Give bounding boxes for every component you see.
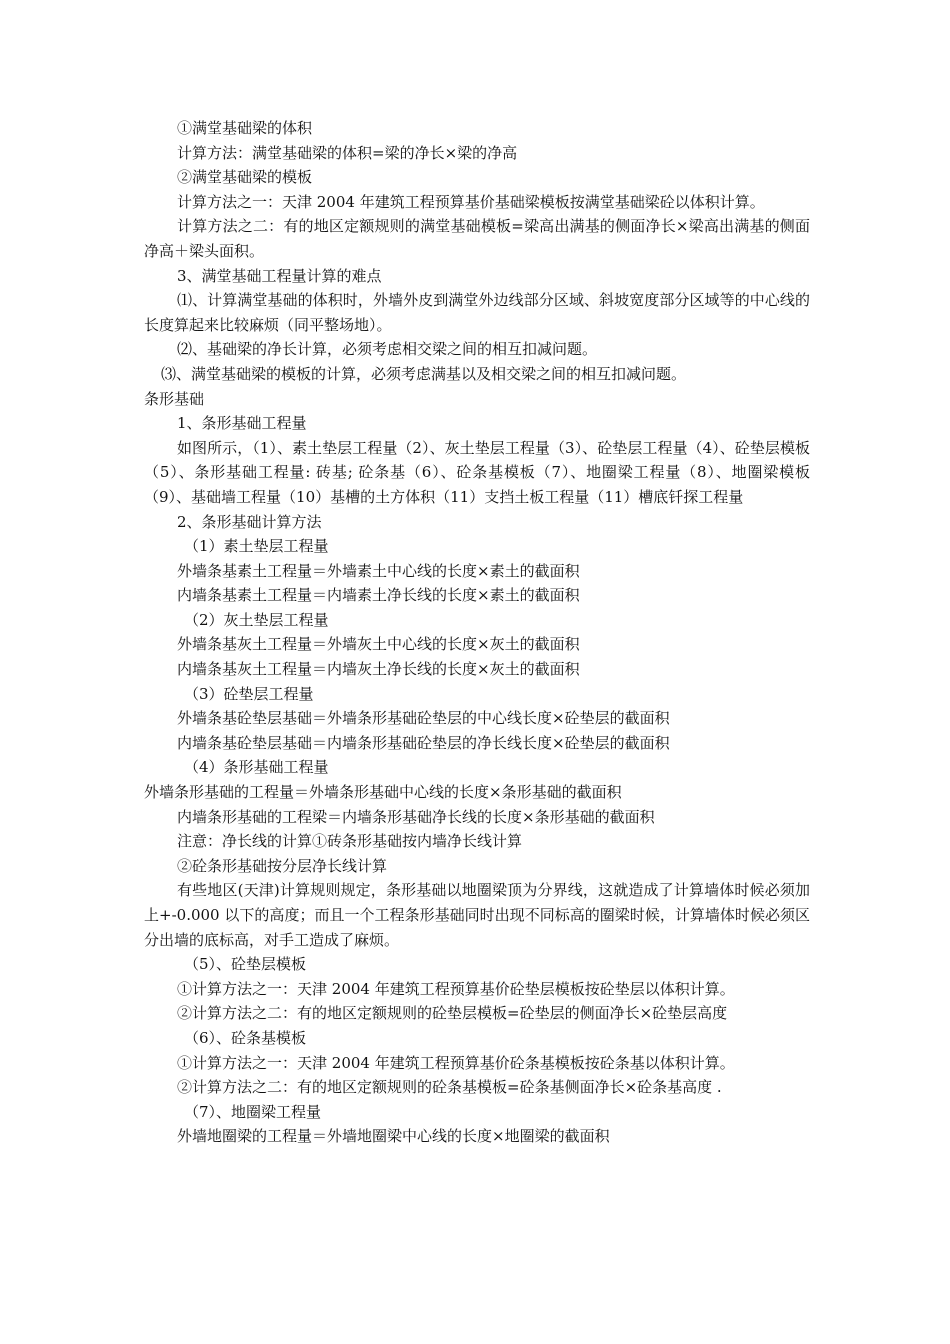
paragraph: 外墙地圈梁的工程量＝外墙地圈梁中心线的长度×地圈梁的截面积 xyxy=(177,1127,610,1146)
paragraph: 计算方法之一：天津 2004 年建筑工程预算基价基础梁模板按满堂基础梁砼以体积计算。 xyxy=(177,192,765,211)
paragraph: 外墙条基素土工程量＝外墙素土中心线的长度×素土的截面积 xyxy=(177,561,580,580)
paragraph: ①计算方法之一：天津 2004 年建筑工程预算基价砼条基模板按砼条基以体积计算。 xyxy=(177,1053,735,1072)
paragraph: 条形基础 xyxy=(144,389,205,408)
paragraph: （1）素土垫层工程量 xyxy=(184,537,329,556)
paragraph: 外墙条基灰土工程量＝外墙灰土中心线的长度×灰土的截面积 xyxy=(177,635,580,654)
paragraph: ②计算方法之二：有的地区定额规则的砼垫层模板=砼垫层的侧面净长×砼垫层高度 xyxy=(177,1004,728,1023)
paragraph: 外墙条形基础的工程量＝外墙条形基础中心线的长度×条形基础的截面积 xyxy=(144,783,622,802)
paragraph: ②计算方法之二：有的地区定额规则的砼条基模板=砼条基侧面净长×砼条基高度 . xyxy=(177,1078,722,1097)
paragraph: 有些地区(天津)计算规则规定，条形基础以地圈梁顶为分界线，这就造成了计算墙体时候必须加上+-0.000 以下的高度；而且一个工程条形基础同时出现不同标高的圈梁时候，计算墙体时候必须区分出墙的底标高，对手工造成了麻烦。 xyxy=(144,881,810,949)
paragraph: 3、满堂基础工程量计算的难点 xyxy=(177,266,382,285)
paragraph: （2）灰土垫层工程量 xyxy=(184,610,329,629)
paragraph: ⑵、基础梁的净长计算，必须考虑相交梁之间的相互扣减问题。 xyxy=(177,340,598,359)
paragraph: ②满堂基础梁的模板 xyxy=(177,168,313,187)
paragraph: ⑴、计算满堂基础的体积时，外墙外皮到满堂外边线部分区域、斜坡宽度部分区域等的中心线的长度算起来比较麻烦（同平整场地）。 xyxy=(144,291,810,334)
paragraph: 内墙条基灰土工程量＝内墙灰土净长线的长度×灰土的截面积 xyxy=(177,660,580,679)
paragraph: 注意：净长线的计算①砖条形基础按内墙净长线计算 xyxy=(177,832,523,851)
paragraph: 内墙条基素土工程量＝内墙素土净长线的长度×素土的截面积 xyxy=(177,586,580,605)
document-body xyxy=(144,116,810,1149)
paragraph: （5）、砼垫层模板 xyxy=(184,955,307,974)
paragraph: 如图所示，（1）、素土垫层工程量（2）、灰土垫层工程量（3）、砼垫层工程量（4）、砼垫层模板（5）、条形基础工程量: 砖基; 砼条基（6）、砼条基模板（7）、地圈梁工程量（8）、地圈梁模板（9）、基础墙工程量（10）基槽的土方体积（11）支挡土板工程量（11）槽底钎探工程量 xyxy=(144,438,810,506)
paragraph: 计算方法之二：有的地区定额规则的满堂基础模板=梁高出满基的侧面净长×梁高出满基的侧面净高＋梁头面积。 xyxy=(144,217,810,260)
paragraph: （4）条形基础工程量 xyxy=(184,758,329,777)
paragraph: ①计算方法之一：天津 2004 年建筑工程预算基价砼垫层模板按砼垫层以体积计算。 xyxy=(177,979,735,998)
paragraph: （3）砼垫层工程量 xyxy=(184,684,314,703)
paragraph: 内墙条基砼垫层基础＝内墙条形基础砼垫层的净长线长度×砼垫层的截面积 xyxy=(177,733,670,752)
paragraph: 1、条形基础工程量 xyxy=(177,414,307,433)
paragraph: ⑶、满堂基础梁的模板的计算，必须考虑满基以及相交梁之间的相互扣减问题。 xyxy=(161,364,687,383)
paragraph: ①满堂基础梁的体积 xyxy=(177,119,313,137)
paragraph: （6）、砼条基模板 xyxy=(184,1028,307,1047)
paragraph: （7）、地圈梁工程量 xyxy=(184,1102,322,1121)
paragraph: 计算方法：满堂基础梁的体积=梁的净长×梁的净高 xyxy=(177,143,518,162)
paragraph: 2、条形基础计算方法 xyxy=(177,512,322,531)
paragraph: 外墙条基砼垫层基础＝外墙条形基础砼垫层的中心线长度×砼垫层的截面积 xyxy=(177,709,670,728)
paragraph: ②砼条形基础按分层净长线计算 xyxy=(177,856,388,875)
paragraph: 内墙条形基础的工程梁＝内墙条形基础净长线的长度×条形基础的截面积 xyxy=(177,807,655,826)
